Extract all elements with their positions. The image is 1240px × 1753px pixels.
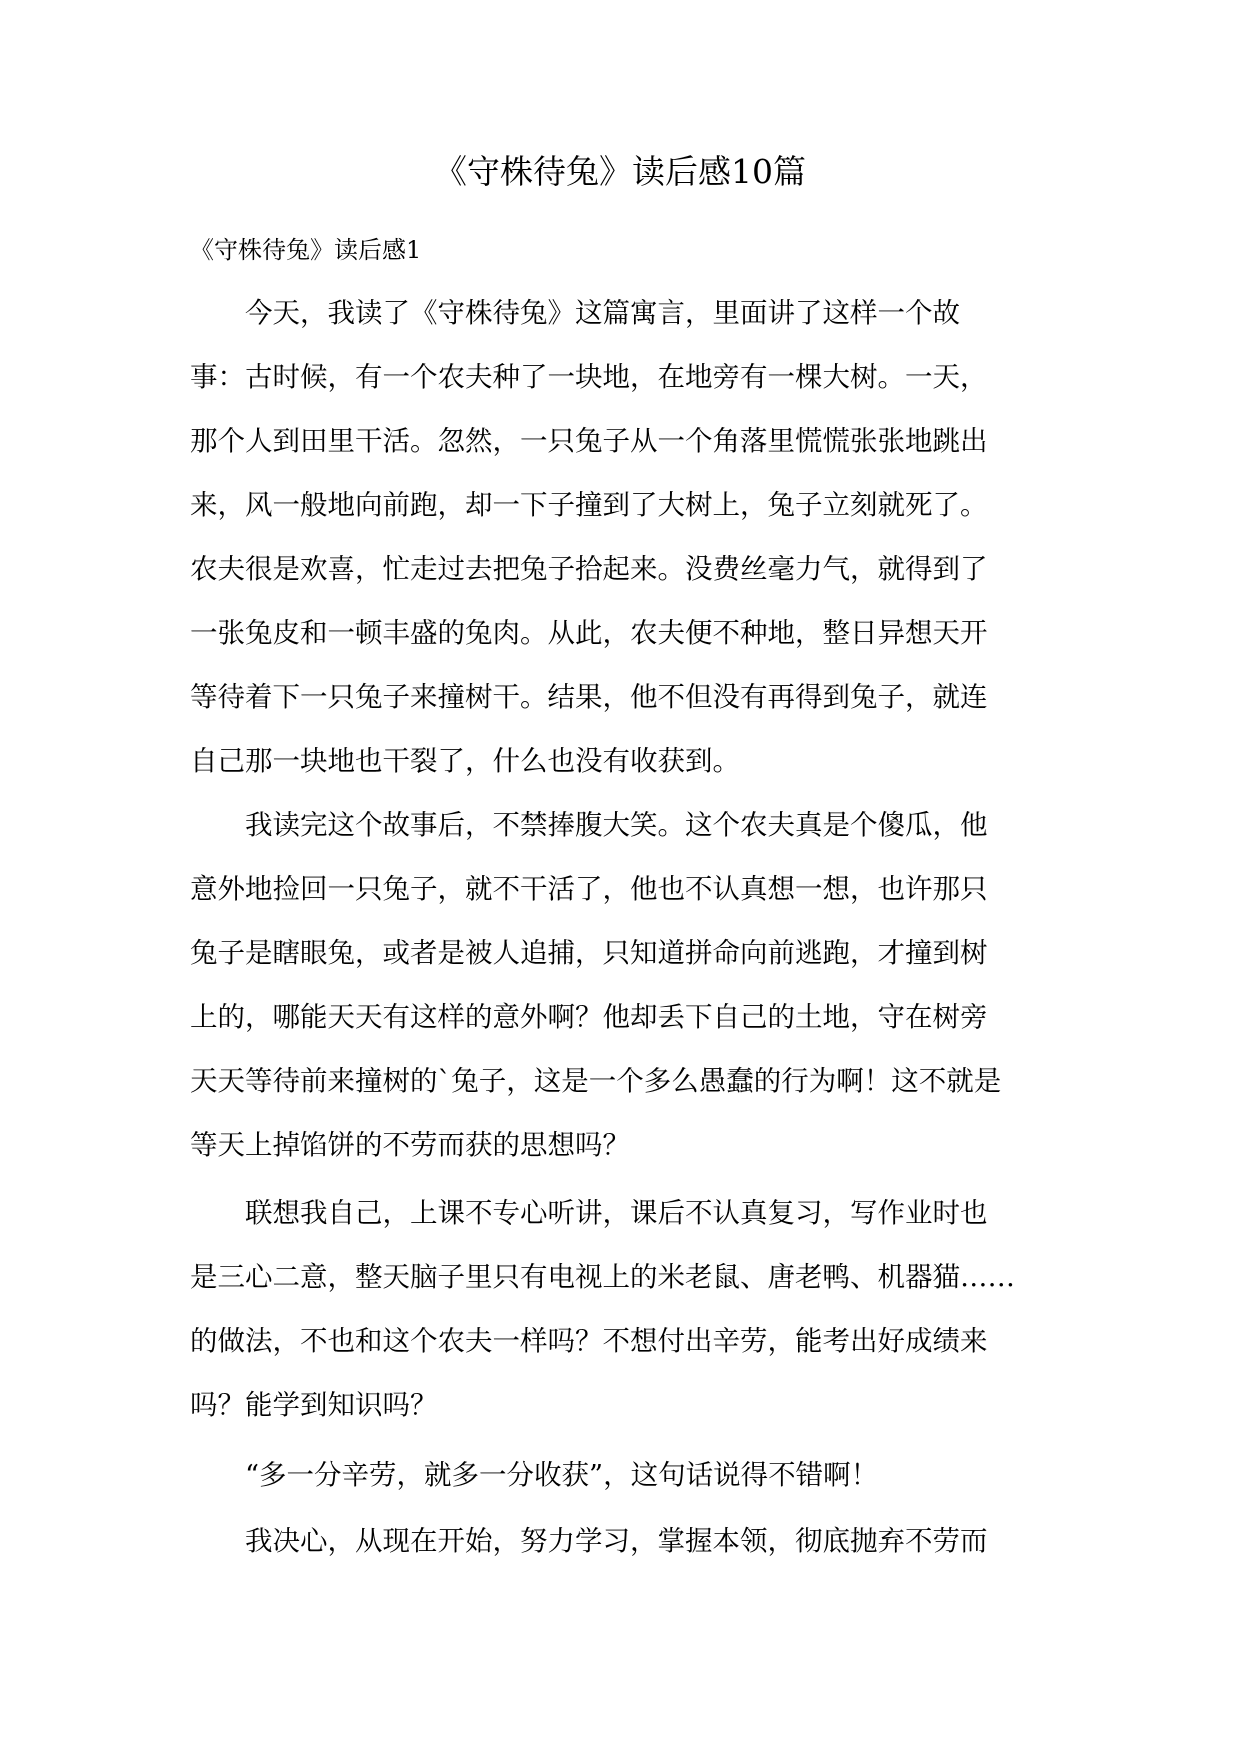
text-line: 事：古时候，有一个农夫种了一块地，在地旁有一棵大树。一天， — [190, 361, 988, 393]
text-line: 上的，哪能天天有这样的意外啊？他却丢下自己的土地，守在树旁 — [190, 1001, 988, 1033]
text-line: 来，风一般地向前跑，却一下子撞到了大树上，兔子立刻就死了。 — [190, 489, 988, 521]
text-line: 联想我自己，上课不专心听讲，课后不认真复习，写作业时也 — [190, 1197, 988, 1229]
text-line: 的做法，不也和这个农夫一样吗？不想付出辛劳，能考出好成绩来 — [190, 1325, 988, 1357]
text-line: 是三心二意，整天脑子里只有电视上的米老鼠、唐老鸭、机器猫…… — [190, 1261, 1015, 1293]
text-line: 我决心，从现在开始，努力学习，掌握本领，彻底抛弃不劳而 — [190, 1525, 988, 1557]
text-line: 一张兔皮和一顿丰盛的兔肉。从此，农夫便不种地，整日异想天开 — [190, 617, 988, 649]
text-line: “多一分辛劳，就多一分收获”，这句话说得不错啊！ — [190, 1459, 879, 1491]
text-line: 兔子是瞎眼兔，或者是被人追捕，只知道拼命向前逃跑，才撞到树 — [190, 937, 988, 969]
section-heading: 《守株待兔》读后感1 — [190, 236, 422, 264]
text-line: 自己那一块地也干裂了，什么也没有收获到。 — [190, 745, 740, 777]
text-line: 吗？能学到知识吗？ — [190, 1389, 438, 1421]
text-line: 那个人到田里干活。忽然，一只兔子从一个角落里慌慌张张地跳出 — [190, 425, 988, 457]
text-line: 今天，我读了《守株待兔》这篇寓言，里面讲了这样一个故 — [190, 297, 960, 329]
text-line: 天天等待前来撞树的`兔子，这是一个多么愚蠢的行为啊！这不就是 — [190, 1065, 1002, 1097]
document-title: 《守株待兔》读后感10篇 — [434, 152, 806, 191]
text-line: 等天上掉馅饼的不劳而获的思想吗？ — [190, 1129, 630, 1161]
text-line: 我读完这个故事后，不禁捧腹大笑。这个农夫真是个傻瓜，他 — [190, 809, 988, 841]
text-line: 意外地捡回一只兔子，就不干活了，他也不认真想一想，也许那只 — [190, 873, 988, 905]
text-line: 等待着下一只兔子来撞树干。结果，他不但没有再得到兔子，就连 — [190, 681, 988, 713]
text-line: 农夫很是欢喜，忙走过去把兔子拾起来。没费丝毫力气，就得到了 — [190, 553, 988, 585]
